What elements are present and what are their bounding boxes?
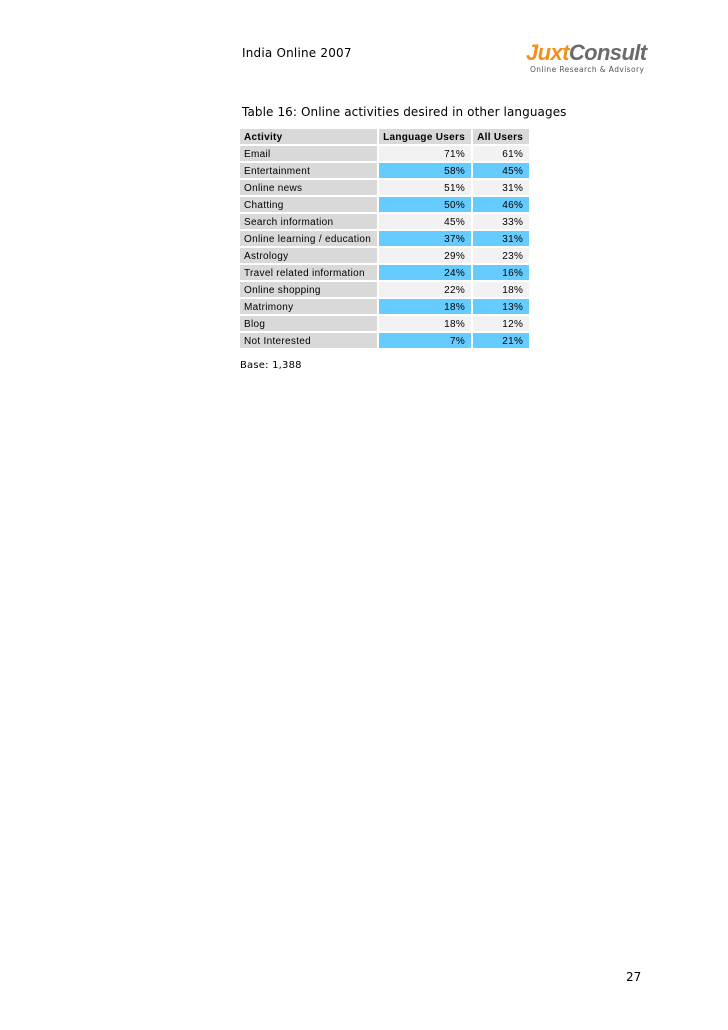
language-users-cell: 18% (379, 299, 471, 314)
all-users-cell: 33% (473, 214, 529, 229)
logo-wordmark (526, 42, 646, 64)
column-header-language-users: Language Users (379, 129, 471, 144)
table-row (240, 146, 529, 161)
language-users-cell: 24% (379, 265, 471, 280)
all-users-cell: 31% (473, 180, 529, 195)
activity-cell: Blog (240, 316, 377, 331)
language-users-cell: 18% (379, 316, 471, 331)
language-users-cell: 7% (379, 333, 471, 348)
all-users-cell: 21% (473, 333, 529, 348)
all-users-cell: 23% (473, 248, 529, 263)
table-row (240, 231, 529, 246)
all-users-cell: 18% (473, 282, 529, 297)
all-users-cell: 31% (473, 231, 529, 246)
table-row (240, 333, 529, 348)
language-users-cell: 45% (379, 214, 471, 229)
language-users-cell: 58% (379, 163, 471, 178)
table-row (240, 248, 529, 263)
table-header-row (240, 129, 529, 144)
all-users-cell: 16% (473, 265, 529, 280)
all-users-cell: 12% (473, 316, 529, 331)
activity-cell: Travel related information (240, 265, 377, 280)
activity-cell: Chatting (240, 197, 377, 212)
activity-cell: Astrology (240, 248, 377, 263)
activity-cell: Not Interested (240, 333, 377, 348)
language-users-cell: 51% (379, 180, 471, 195)
language-users-cell: 50% (379, 197, 471, 212)
language-users-cell: 37% (379, 231, 471, 246)
table-row (240, 180, 529, 195)
activity-cell: Matrimony (240, 299, 377, 314)
column-header-activity: Activity (240, 129, 377, 144)
language-users-cell: 29% (379, 248, 471, 263)
all-users-cell: 61% (473, 146, 529, 161)
page-number: 27 (626, 970, 642, 984)
activity-cell: Online shopping (240, 282, 377, 297)
all-users-cell: 46% (473, 197, 529, 212)
logo-tagline: Online Research & Advisory (530, 65, 645, 74)
table-row (240, 316, 529, 331)
logo-consult-text: Consult (568, 40, 647, 65)
juxtconsult-logo (526, 42, 646, 78)
logo-juxt-text: Juxt (526, 40, 569, 65)
activity-cell: Online learning / education (240, 231, 377, 246)
activities-table (238, 127, 531, 350)
activity-cell: Entertainment (240, 163, 377, 178)
activity-cell: Online news (240, 180, 377, 195)
table-base-note: Base: 1,388 (240, 360, 302, 371)
activity-cell: Email (240, 146, 377, 161)
table-row (240, 299, 529, 314)
table-caption: Table 16: Online activities desired in other languages (242, 105, 567, 119)
activity-cell: Search information (240, 214, 377, 229)
all-users-cell: 45% (473, 163, 529, 178)
all-users-cell: 13% (473, 299, 529, 314)
table-row (240, 163, 529, 178)
language-users-cell: 22% (379, 282, 471, 297)
column-header-all-users: All Users (473, 129, 529, 144)
table-row (240, 197, 529, 212)
table-row (240, 214, 529, 229)
document-header-title: India Online 2007 (242, 46, 352, 60)
table-row (240, 265, 529, 280)
language-users-cell: 71% (379, 146, 471, 161)
table-row (240, 282, 529, 297)
